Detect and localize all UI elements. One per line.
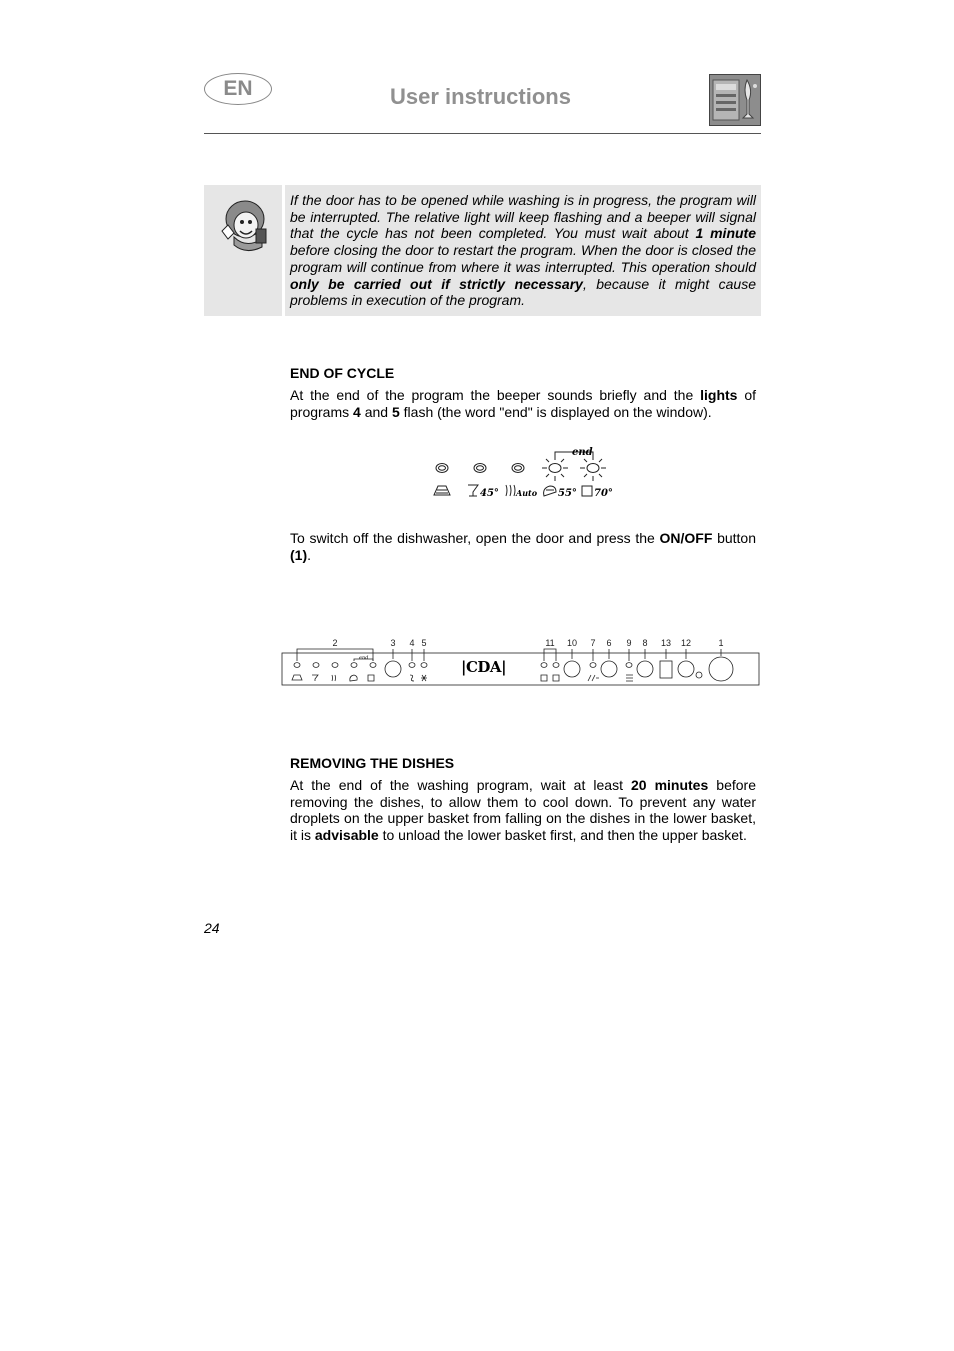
program-label-1: 45° xyxy=(480,488,499,499)
cartoon-character-icon xyxy=(204,185,282,316)
callout-13: 13 xyxy=(660,638,672,648)
button-6 xyxy=(601,661,617,677)
program-light-5-flashing xyxy=(580,455,606,481)
end-of-cycle-heading: END OF CYCLE xyxy=(290,365,395,381)
on-off-button xyxy=(709,657,733,681)
program-light-4-flashing xyxy=(542,455,568,481)
language-badge: EN xyxy=(204,73,272,105)
program-label-4: 70° xyxy=(594,488,613,499)
prewash-icon xyxy=(434,486,450,495)
callout-6: 6 xyxy=(606,638,612,648)
display-13 xyxy=(660,661,672,678)
pan-icon xyxy=(544,486,556,496)
dishwasher-thumbnail-icon xyxy=(709,74,761,126)
glass-icon xyxy=(468,485,478,496)
panel-end-label: end xyxy=(359,655,369,661)
control-panel-diagram xyxy=(280,634,762,688)
page-title: User instructions xyxy=(390,84,571,109)
button-8 xyxy=(637,661,653,677)
program-lights-illustration xyxy=(420,440,620,506)
program-label-3: 55° xyxy=(558,488,577,499)
callout-5: 5 xyxy=(421,638,427,648)
end-of-cycle-paragraph: At the end of the program the beeper sounds briefly and the lights of programs 4 and 5 flash (the word "end" is displayed on the window). xyxy=(290,387,756,420)
callout-7: 7 xyxy=(590,638,596,648)
callout-12: 12 xyxy=(680,638,692,648)
callout-1: 1 xyxy=(718,638,724,648)
pot-icon xyxy=(582,486,592,496)
brand-logo: |CDA| xyxy=(461,658,507,676)
program-button-3 xyxy=(385,661,401,677)
program-light-1 xyxy=(436,464,448,473)
end-label: end xyxy=(572,447,593,458)
callout-11: 11 xyxy=(545,638,555,648)
warning-text: If the door has to be opened while washing is in progress, the program will be interrupted. The relative light will keep flashing and a beeper will signal that the cycle has not been completed. You must wait about 1 minute before closing the door to restart the program. When the door is closed the program will continue from where it was interrupted. This operation should only be carried out if strictly necessary, because it might cause problems in execution of the program. xyxy=(290,192,756,309)
switch-off-paragraph: To switch off the dishwasher, open the door and press the ON/OFF button (1). xyxy=(290,530,756,563)
callout-3: 3 xyxy=(390,638,396,648)
callout-8: 8 xyxy=(642,638,648,648)
page-number: 24 xyxy=(204,920,220,936)
header-divider xyxy=(204,133,761,134)
removing-dishes-paragraph: At the end of the washing program, wait at least 20 minutes before removing the dishes, to allow them to cool down. To prevent any water droplets on the upper basket from falling on the dishes in the lower basket, it is advisable to unload the lower basket first, and then the upper basket. xyxy=(290,777,756,844)
program-light-3 xyxy=(512,464,524,473)
button-12 xyxy=(678,661,694,677)
warning-icon-cell xyxy=(204,185,282,316)
removing-dishes-heading: REMOVING THE DISHES xyxy=(290,755,455,771)
program-label-2: Auto xyxy=(516,488,538,498)
auto-program-icon xyxy=(506,485,515,496)
callout-2: 2 xyxy=(332,638,338,648)
callout-10: 10 xyxy=(566,638,578,648)
button-10 xyxy=(564,661,580,677)
callout-4: 4 xyxy=(409,638,415,648)
program-light-2 xyxy=(474,464,486,473)
callout-9: 9 xyxy=(626,638,632,648)
